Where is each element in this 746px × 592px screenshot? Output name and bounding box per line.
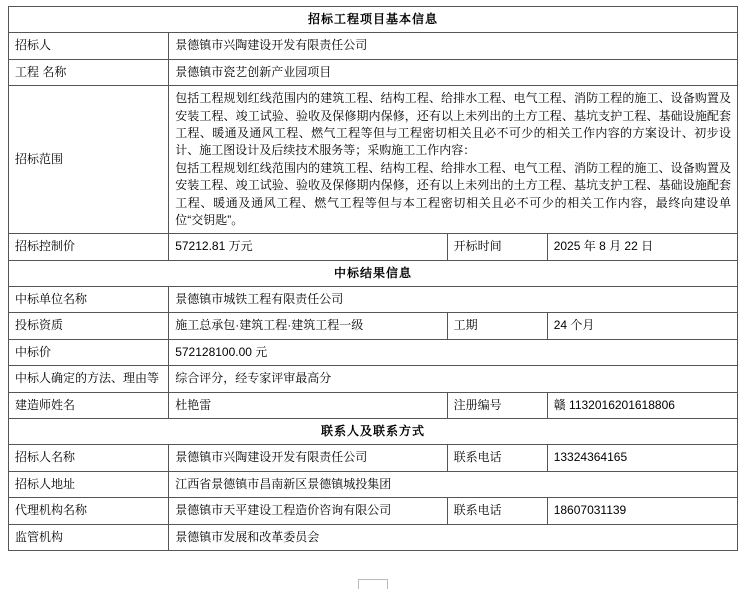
label-builder-name: 建造师姓名 (9, 392, 169, 418)
label-selection-method: 中标人确定的方法、理由等 (9, 366, 169, 392)
value-control-price: 57212.81 万元 (169, 234, 447, 260)
value-qualification: 施工总承包·建筑工程·建筑工程一级 (169, 313, 447, 339)
value-winning-price: 572128100.00 元 (169, 339, 738, 365)
value-tenderer-phone: 13324364165 (547, 445, 737, 471)
value-agency-phone: 18607031139 (547, 498, 737, 524)
value-tenderer: 景德镇市兴陶建设开发有限责任公司 (169, 33, 738, 59)
label-qualification: 投标资质 (9, 313, 169, 339)
table-row (9, 339, 738, 365)
page-bottom-marker (0, 579, 746, 592)
label-supervisor: 监管机构 (9, 524, 169, 550)
label-winning-price: 中标价 (9, 339, 169, 365)
value-project-name: 景德镇市瓷艺创新产业园项目 (169, 59, 738, 85)
table-row (9, 234, 738, 260)
label-open-time: 开标时间 (447, 234, 547, 260)
table-row (9, 59, 738, 85)
table-row (9, 524, 738, 550)
scope-paragraph-1: 包括工程规划红线范围内的建筑工程、结构工程、给排水工程、电气工程、消防工程的施工、设备购置及安装工程、竣工试验、验收及保修期内保修，还有以上未列出的土方工程、基坑支护工程、基础设施配套工程、暖通及通风工程、燃气工程等但与工程密切相关且必不可少的相关工作内容的方案设计、初步设计、施工图设计及后续技术服务等；采购施工工作内容： (175, 91, 731, 158)
section-title-row (9, 260, 738, 286)
value-open-time: 2025 年 8 月 22 日 (547, 234, 737, 260)
label-tenderer: 招标人 (9, 33, 169, 59)
value-tenderer-name: 景德镇市兴陶建设开发有限责任公司 (169, 445, 447, 471)
value-supervisor: 景德镇市发展和改革委员会 (169, 524, 738, 550)
value-builder-name: 杜艳雷 (169, 392, 447, 418)
section-title-contacts: 联系人及联系方式 (9, 419, 738, 445)
value-register-no: 赣 1132016201618806 (547, 392, 737, 418)
label-register-no: 注册编号 (447, 392, 547, 418)
section-title-row (9, 419, 738, 445)
label-tenderer-phone: 联系电话 (447, 445, 547, 471)
label-agency-name: 代理机构名称 (9, 498, 169, 524)
label-duration: 工期 (447, 313, 547, 339)
label-tenderer-address: 招标人地址 (9, 471, 169, 497)
page-bottom-tab (358, 579, 388, 589)
section-title-result-info: 中标结果信息 (9, 260, 738, 286)
value-winner-name: 景德镇市城铁工程有限责任公司 (169, 287, 738, 313)
table-row (9, 366, 738, 392)
table-row (9, 392, 738, 418)
label-winner-name: 中标单位名称 (9, 287, 169, 313)
table-row (9, 313, 738, 339)
bid-info-table (8, 6, 738, 551)
value-tenderer-address: 江西省景德镇市昌南新区景德镇城投集团 (169, 471, 738, 497)
table-row (9, 33, 738, 59)
table-row (9, 287, 738, 313)
label-control-price: 招标控制价 (9, 234, 169, 260)
section-title-basic-info: 招标工程项目基本信息 (9, 7, 738, 33)
value-duration: 24 个月 (547, 313, 737, 339)
value-selection-method: 综合评分，经专家评审最高分 (169, 366, 738, 392)
table-row (9, 471, 738, 497)
table-row (9, 445, 738, 471)
table-row-scope (9, 86, 738, 234)
label-bid-scope: 招标范围 (9, 86, 169, 234)
scope-paragraph-2: 包括工程规划红线范围内的建筑工程、结构工程、给排水工程、电气工程、消防工程的施工、设备购置及安装工程、竣工试验、验收及保修期内保修，还有以上未列出的土方工程、基坑支护工程、基础设施配套工程、暖通及通风工程、燃气工程等但与本工程密切相关且必不可少的相关工作内容，最终向建设单位“交钥匙”。 (175, 160, 731, 227)
label-project-name: 工程 名称 (9, 59, 169, 85)
label-tenderer-name: 招标人名称 (9, 445, 169, 471)
label-agency-phone: 联系电话 (447, 498, 547, 524)
value-bid-scope (169, 86, 738, 234)
value-agency-name: 景德镇市天平建设工程造价咨询有限公司 (169, 498, 447, 524)
section-title-row (9, 7, 738, 33)
table-row (9, 498, 738, 524)
